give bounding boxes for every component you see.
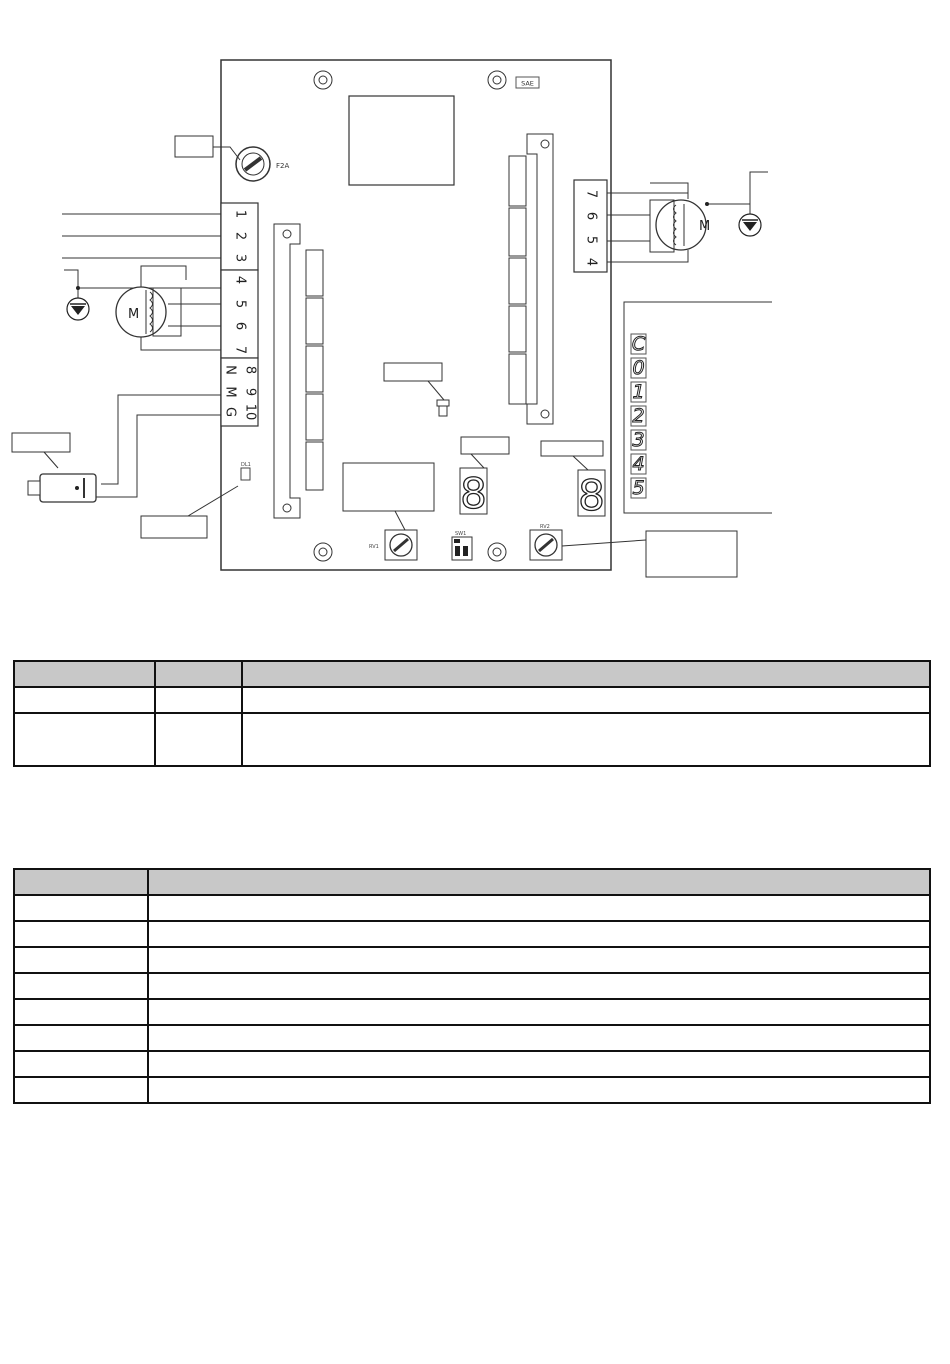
trimmer-left-label: RV1	[369, 544, 379, 550]
motor-label: M	[128, 307, 140, 322]
display-right	[578, 470, 605, 520]
table-cell	[148, 1077, 930, 1103]
table-row	[14, 1025, 930, 1051]
table-row	[14, 921, 930, 947]
display-left	[460, 468, 487, 518]
table-cell	[14, 947, 148, 973]
transformer-block	[349, 96, 454, 185]
legend-code: C	[631, 333, 646, 355]
mounting-hole	[314, 71, 332, 89]
terminal-number: 9	[242, 387, 258, 397]
table-row	[14, 713, 930, 766]
table-cell	[148, 921, 930, 947]
table-header-cell	[14, 661, 155, 687]
callout-display-right	[541, 441, 603, 456]
motor-icon	[116, 287, 181, 337]
table-row	[14, 947, 930, 973]
legend-code: 1	[632, 381, 645, 403]
legend-code: 5	[632, 477, 645, 499]
table-cell	[14, 1051, 148, 1077]
callout-display-left	[461, 437, 509, 454]
terminal-number: 5	[232, 299, 248, 309]
table-cell	[155, 713, 242, 766]
dip-switch-icon	[452, 537, 472, 560]
mounting-hole	[314, 543, 332, 561]
table-cell	[14, 973, 148, 999]
table-row	[14, 999, 930, 1025]
table-cell	[14, 1025, 148, 1051]
terminal-number: 7	[583, 189, 599, 199]
led-icon	[241, 468, 250, 480]
table-cell	[14, 921, 148, 947]
table-cell	[148, 999, 930, 1025]
motor-label: M	[699, 219, 711, 234]
legend-code: 0	[632, 357, 645, 379]
jumper-icon	[437, 400, 449, 416]
terminal-number: 8	[242, 365, 258, 375]
svg-text:8: 8	[578, 471, 605, 520]
limit-switch-icon	[28, 474, 96, 502]
legend-code: 2	[632, 405, 645, 427]
motor-icon	[650, 200, 706, 252]
table-cell	[148, 973, 930, 999]
table-1	[13, 660, 931, 767]
table-row	[14, 895, 930, 921]
callout-trimmer-right	[646, 531, 737, 577]
callout-jumper	[384, 363, 442, 381]
dip-switch-label: SW1	[455, 531, 467, 537]
table-header-row	[14, 661, 930, 687]
terminal-number: 6	[583, 211, 599, 221]
terminal-number: 5	[583, 235, 599, 245]
terminal-number: 1	[232, 209, 248, 219]
legend-code: 4	[632, 453, 645, 475]
mounting-hole	[488, 543, 506, 561]
table-cell	[148, 947, 930, 973]
table-cell	[14, 713, 155, 766]
table-header-cell	[242, 661, 930, 687]
table-cell	[14, 687, 155, 713]
table-cell	[148, 895, 930, 921]
table-row	[14, 1051, 930, 1077]
table-cell	[14, 1077, 148, 1103]
callout-trimmer-left	[343, 463, 434, 511]
table-header-row	[14, 869, 930, 895]
table-cell	[14, 895, 148, 921]
table-header-cell	[148, 869, 930, 895]
trimmer-left-icon	[385, 530, 417, 560]
fuse-label: F2A	[276, 162, 290, 170]
callout-fuse	[175, 136, 213, 157]
table-cell	[14, 999, 148, 1025]
logo-label: SAE	[521, 79, 534, 88]
mounting-hole	[488, 71, 506, 89]
terminal-number: 2	[232, 231, 248, 241]
terminal-number: 3	[232, 253, 248, 263]
svg-text:8: 8	[460, 469, 487, 518]
trimmer-right-label: RV2	[540, 524, 550, 530]
terminal-number: 4	[232, 275, 248, 285]
table-cell	[155, 687, 242, 713]
terminal-letter: M	[222, 386, 238, 398]
table-2	[13, 868, 931, 1104]
wiring-diagram	[0, 0, 950, 600]
callout-led	[141, 516, 207, 538]
terminal-letter: G	[222, 406, 238, 418]
table-header-cell	[155, 661, 242, 687]
legend-code: 3	[632, 429, 645, 451]
fuse-icon	[236, 147, 270, 181]
terminal-letter: N	[222, 365, 238, 375]
earth-icon	[67, 298, 89, 320]
earth-icon	[739, 214, 761, 236]
table-row	[14, 687, 930, 713]
terminal-number: 10	[242, 403, 258, 421]
terminal-number: 4	[583, 257, 599, 267]
led-label: DL1	[241, 462, 251, 468]
table-cell	[148, 1025, 930, 1051]
terminal-number: 6	[232, 321, 248, 331]
callout-switch	[12, 433, 70, 452]
table-header-cell	[14, 869, 148, 895]
table-cell	[148, 1051, 930, 1077]
table-cell	[242, 713, 930, 766]
table-row	[14, 973, 930, 999]
terminal-number: 7	[232, 345, 248, 355]
trimmer-right-icon	[530, 530, 562, 560]
table-cell	[242, 687, 930, 713]
table-row	[14, 1077, 930, 1103]
